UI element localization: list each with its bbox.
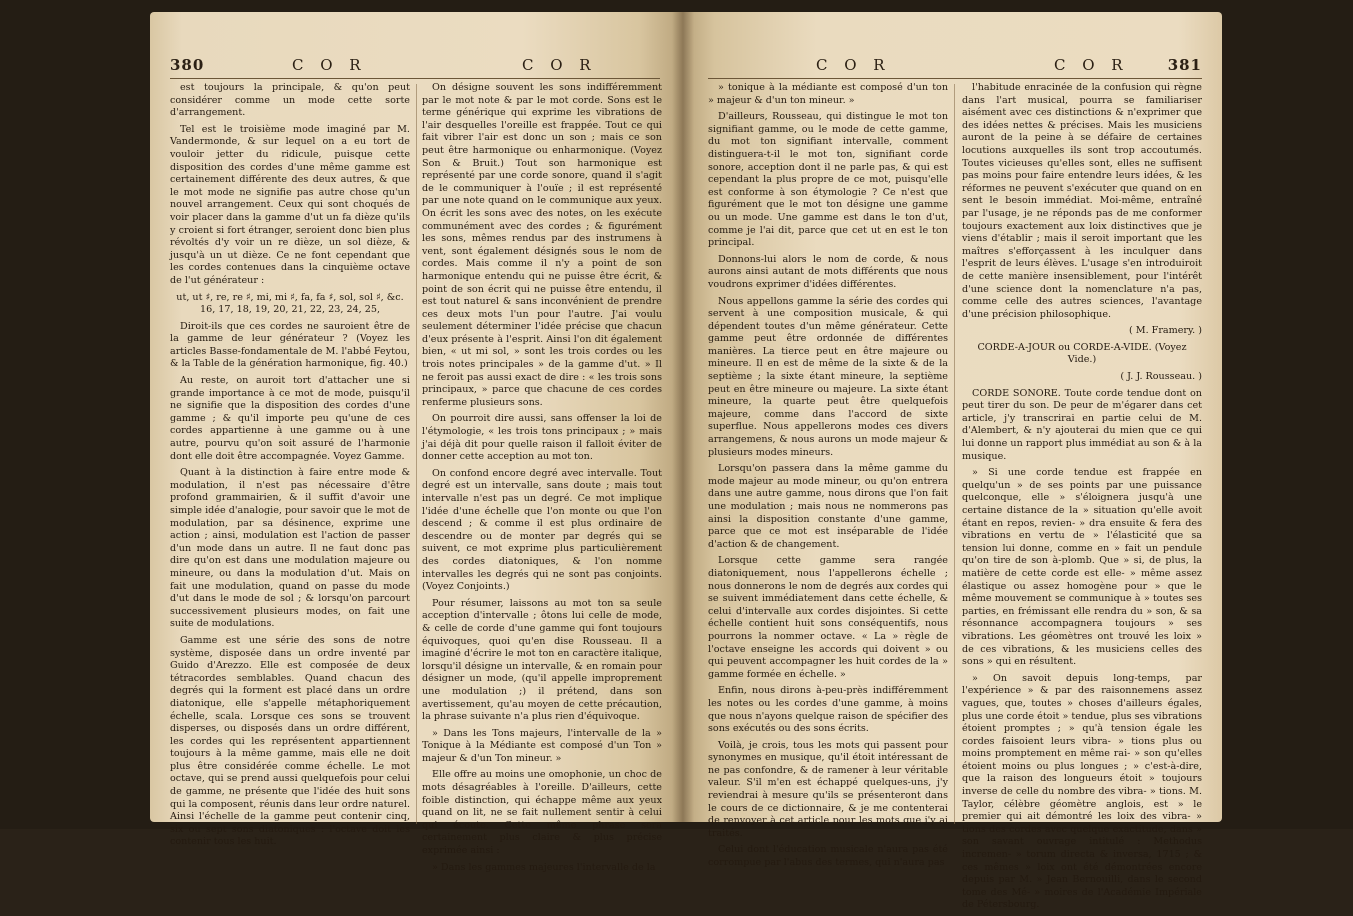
left-page	[150, 12, 682, 873]
paragraph: Enfin, nous dirons à-peu-près indifféremment les notes ou les cordes d'une gamme, à moins que nous n'ayons quelque raison de spécifier des sons exécutés ou des sons écrits.	[708, 685, 948, 735]
paragraph: Au reste, on auroit tort d'attacher une si grande importance à ce mot de mode, puisqu'il ne signifie que la disposition des cordes d'une gamme ; & qu'il importe peu qu'une de ces cordes appartienne à une gamme ou à une autre, pourvu qu'on soit assuré de l'harmonie dont elle doit être accompagnée. Voyez Gamme.	[170, 375, 410, 462]
left-running-head	[170, 56, 660, 78]
entry-heading: CORDE-A-JOUR ou CORDE-A-VIDE. (Voyez Vide.)	[977, 341, 1187, 366]
paragraph: Nous appellons gamme la série des cordes qui servent à une composition musicale, & qui dépendent toutes d'un même générateur. Cette gamme peut être ordonnée de différentes manières. La tierce peut en être majeure ou mineure. Il en est de même de la sixte & de la septième ; la sixte étant mineure, la septième peut en être mineure ou majeure. La sixte étant mineure, la quarte peut être quelquefois majeure, comme dans l'accord de sixte superflue. Nous appellerons modes ces divers arrangemens, & nous aurons un mode majeur & plusieurs modes mineurs.	[708, 295, 948, 458]
paragraph: Lorsque cette gamme sera rangée diatoniquement, nous l'appellerons échelle ; nous donnerons le nom de degrés aux cordes qui se suivent immédiatement dans cette échelle, & celui d'intervalle aux cordes disjointes. Si cette échelle contient huit sons conséquentifs, nous pourrons la nommer octave. « La » règle de l'octave enseigne les accords qui doivent » ou qui peuvent accompagner les huit cordes de la » gamme formée en échelle. »	[708, 555, 948, 680]
right-head-word-col2: C O R	[1054, 56, 1129, 74]
paragraph: On pourroit dire aussi, sans offenser la loi de l'étymologie, « les trois tons principaux ; » mais j'ai déjà dit pour quelle raison il falloit éviter de donner cette acception au mot ton.	[422, 413, 662, 463]
paragraph: Pour résumer, laissons au mot ton sa seule acception d'intervalle ; ôtons lui celle de mode, & celle de corde d'une gamme qui font toujours équivoques, quoi qu'en dise Rousseau. Il a imaginé d'écrire le mot ton en caractère italique, lorsqu'il désigne un intervalle, & en romain pour désigner un mode, (qu'il appelle improprement une modulation ;) il prétend, dans son avertissement, qu'au moyen de cette précaution, la phrase suivante n'a plus rien d'équivoque.	[422, 597, 662, 723]
paragraph: Quant à la distinction à faire entre mode & modulation, il n'est pas nécessaire d'être profond grammairien, & il suffit d'avoir une simple idée d'analogie, pour savoir que le mot de modulation, par sa désinence, exprime une action ; ainsi, modulation est l'action de passer d'un mode dans un autre. Il ne faut donc pas dire qu'on est dans une modulation majeure ou mineure, ou dans la modulation d'ut. Mais on fait une modulation, quand on passe du mode d'ut dans le mode de sol ; & lorsqu'on parcourt successivement plusieurs modes, on fait une suite de modulations.	[170, 467, 410, 630]
left-head-rule	[170, 78, 660, 79]
paragraph: On désigne souvent les sons indifféremment par le mot note & par le mot corde. Sons est le terme générique qui exprime les vibrations de l'air desquelles l'oreille est frappée. Tout ce qui fait vibrer l'air est donc un son ; mais ce son peut être harmonique ou enharmonique. (Voyez Son & Bruit.) Tout son harmonique est représenté par une corde sonore, quand il s'agit de le communiquer à l'ouïe ; il est représenté par une note quand on le communique aux yeux. On écrit les sons avec des notes, on les exécute communément avec des cordes ; & figurément les sons, mêmes rendus par des instrumens à vent, sont également désignés sous le nom de cordes. Mais comme il n'y a point de son harmonique entendu qui ne puisse être écrit, & point de son écrit qui ne puisse être entendu, il est tout naturel & sans inconvénient de prendre ces deux mots l'un pour l'autre. J'ai voulu seulement déterminer l'idée précise que chacun d'eux présente à l'esprit. Ainsi l'on dit également bien, « ut mi sol, » sont les trois cordes ou les trois notes principales » de la gamme d'ut. » Il ne feroit pas aussi exact de dire : « les trois sons principaux, » parce que chacune de ces cordes renferme plusieurs sons.	[422, 82, 662, 408]
right-column-1	[708, 82, 948, 874]
left-column-2	[422, 82, 662, 878]
entry-paragraph: CORDE SONORE. Toute corde tendue dont on peut tirer du son. De peur de m'égarer dans cet article, j'y transcrirai en partie celui de M. d'Alembert, & n'y ajouterai du mien que ce qui lui donne un rapport plus immédiat au son & à la musique.	[962, 387, 1202, 462]
paragraph: Gamme est une série des sons de notre système, disposée dans un ordre inventé par Guido d'Arezzo. Elle est composée de deux tétracordes semblables. Quand chacun des degrés qui la forment est placé dans un ordre diatonique, elle s'appelle métaphoriquement échelle, scala. Lorsque ces sons se trouvent disperses, ou disposés dans un ordre différent, les cordes qui les représentent appartiennent toujours à la même gamme, mais elle ne doit plus être considérée comme échelle. Le mot octave, qui se prend aussi quelquefois pour celui de gamme, ne présente que l'idée des huit sons qui la composent, réunis dans leur ordre naturel. Ainsi l'échelle de la gamme peut contenir cinq, six ou sept sons diatoniques : l'octave doit les contenir tous les huit.	[170, 634, 410, 848]
note-sequence: ut, ut ♯, re, re ♯, mi, mi ♯, fa, fa ♯, sol, sol ♯, &c. 16, 17, 18, 19, 20, 21, 22, 23, 24, 25,	[176, 291, 404, 316]
quotation: » On savoit depuis long-temps, par l'expérience » & par des raisonnemens assez vagues, que, toutes » choses d'ailleurs égales, plus une corde étoit » tendue, plus ses vibrations étoient promptes ; » qu'à tension égale les cordes faisoient leurs vibra- » tions plus ou moins promptement en même rai- » son qu'elles étoient moins ou plus longues ; » c'est-à-dire, que la raison des longueurs étoit » toujours inverse de celle du nombre des vibra- » tions. M. Taylor, célèbre géomètre anglois, est » le premier qui ait démontré les loix des vibra- » tions des cordes avec quelque exactitude, dans » son savant ouvrage intitulé : Methodus incremen- » torum directa & inversa, 1715 ; & ces mêmes » loix ont été démontrées encore depuis par M. » Jean Bernouilli, dans le second tome des Mé- » moires de l'Académie Impériale de Pétersbourg.	[962, 672, 1202, 911]
paragraph: Celui dont l'éducation musicale n'aura pas été corrompue par l'abus des termes, qui n'aura pas	[708, 844, 948, 869]
paragraph: l'habitude enracinée de la confusion qui règne dans l'art musical, pourra se familiariser aisément avec ces distinctions & n'exprimer que des idées nettes & précises. Mais les musiciens auront de la peine à se défaire de certaines locutions auxquelles ils sont trop accoutumés. Toutes vicieuses qu'elles sont, elles ne suffisent pas moins pour faire entendre leurs idées, & les réformes ne peuvent s'exécuter que quand on en sent le besoin immédiat. Moi-même, entraîné par l'usage, je ne réponds pas de me conformer toujours exactement aux loix distinctives que je viens d'établir ; mais il seroit important que les maîtres s'efforçassent à les inculquer dans l'esprit de leurs élèves. L'usage s'en introduiroit de cette manière insensiblement, pour l'intérêt d'une science dont la nomenclature n'a pas, comme celle des autres sciences, l'avantage d'une précision philosophique.	[962, 82, 1202, 320]
right-head-rule	[708, 78, 1202, 79]
quotation: » Dans les Tons majeurs, l'intervalle de la » Tonique à la Médiante est composé d'un Ton » majeur & d'un Ton mineur. »	[422, 727, 662, 764]
right-column-2	[962, 82, 1202, 916]
paragraph: Tel est le troisième mode imaginé par M. Vandermonde, & sur lequel on a eu tort de vouloir jetter du ridicule, puisque cette disposition des cordes d'une même gamme est certainement différente des deux autres, & que le mot mode ne signifie pas autre chose qu'un nouvel arrangement. Ceux qui sont choqués de voir placer dans la gamme d'ut un fa dièze qu'ils y croient si fort étranger, seroient donc bien plus révoltés d'y voir un re dièze, un sol dièze, & jusqu'à un ut dièze. Ce ne font cependant que les cordes contenues dans la cinquième octave de l'ut générateur :	[170, 123, 410, 286]
quotation: » Si une corde tendue est frappée en quelqu'un » de ses points par une puissance quelconque, elle » s'éloignera jusqu'à une certaine distance de la » situation qu'elle avoit étant en repos, revien- » dra ensuite & fera des vibrations en vertu de » l'élasticité que sa tension lui donne, comme en » fait un pendule qu'on tire de son à-plomb. Que » si, de plus, la matière de cette corde est elle- » même assez élastique ou assez homogène pour » que le même mouvement se communique à » toutes ses parties, en frémissant elle rendra du » son, & sa résonnance accompagnera toujours » ses vibrations. Les géomètres ont trouvé les loix » de ces vibrations, & les musiciens celles des sons » qui en résultent.	[962, 467, 1202, 668]
left-column-1	[170, 82, 410, 853]
paragraph: Diroit-ils que ces cordes ne sauroient être de la gamme de leur générateur ? (Voyez les articles Basse-fondamentale de M. l'abbé Feytou, & la Table de la génération harmonique, fig. 40.)	[170, 320, 410, 370]
right-head-word-col1: C O R	[816, 56, 891, 74]
paragraph: Lorsqu'on passera dans la même gamme du mode majeur au mode mineur, ou qu'on entrera dans une autre gamme, nous dirons que l'on fait une modulation ; mais nous ne nommerons pas ainsi la disposition constante d'une gamme, parce que ce mot est inséparable de l'idée d'action & de changement.	[708, 463, 948, 550]
quotation: » Dans les gammes majeures l'intervalle de la	[432, 861, 656, 873]
paragraph: Donnons-lui alors le nom de corde, & nous aurons ainsi autant de mots différents que nous voudrons exprimer d'idées différentes.	[708, 253, 948, 290]
right-running-head	[708, 56, 1202, 78]
left-head-word-col1: C O R	[292, 56, 367, 74]
column-divider	[954, 84, 955, 824]
right-page-number: 381	[1167, 56, 1202, 74]
paragraph: On confond encore degré avec intervalle. Tout degré est un intervalle, sans doute ; mais tout intervalle n'est pas un degré. Ce mot implique l'idée d'une échelle que l'on monte ou que l'on descend ; & comme il est plus ordinaire de descendre ou de monter par degrés qui se suivent, ce mot exprime plus particulièrement des cordes diatoniques, & l'on nomme intervalles les degrés qui ne sont pas conjoints. (Voyez Conjoints.)	[422, 467, 662, 593]
author-signature: ( M. Framery. )	[1128, 325, 1202, 337]
paragraph: Voilà, je crois, tous les mots qui passent pour synonymes en musique, qu'il étoit intéressant de ne pas confondre, & de ramener à leur véritable valeur. S'il m'en est échappé quelques-uns, j'y reviendrai à mesure qu'ils se présenteront dans le cours de ce dictionnaire, & je me contenterai de renvoyer à cet article pour les mots que j'y ai traités.	[708, 739, 948, 839]
right-page	[682, 12, 1222, 911]
column-divider	[416, 84, 417, 824]
paragraph: est toujours la principale, & qu'on peut considérer comme un mode cette sorte d'arrangement.	[170, 82, 410, 119]
left-page-number: 380	[170, 56, 205, 74]
book-gutter	[672, 12, 694, 822]
left-head-word-col2: C O R	[522, 56, 597, 74]
author-signature: ( J. J. Rousseau. )	[1120, 371, 1202, 383]
quotation: » tonique à la médiante est composé d'un ton » majeur & d'un ton mineur. »	[708, 82, 948, 106]
paragraph: D'ailleurs, Rousseau, qui distingue le mot ton signifiant gamme, ou le mode de cette gamme, du mot ton signifiant intervalle, comment distinguera-t-il le mot ton, signifiant corde sonore, acception dont il ne parle pas, & qui est cependant la plus propre de ce mot, puisqu'elle est conforme à son étymologie ? Ce n'est que figurément que le mot ton désigne une gamme ou un mode. Une gamme est dans le ton d'ut, comme je l'ai dit, parce que cet ut en est le ton principal.	[708, 111, 948, 249]
paragraph: Elle offre au moins une omophonie, un choc de mots désagréables à l'oreille. D'ailleurs, cette foible distinction, qui échappe même aux yeux quand on lit, ne se fait nullement sentir à celui qui écoute. Cette même phrase sera certainement plus claire & plus précise exprimée ainsi :	[422, 769, 662, 857]
